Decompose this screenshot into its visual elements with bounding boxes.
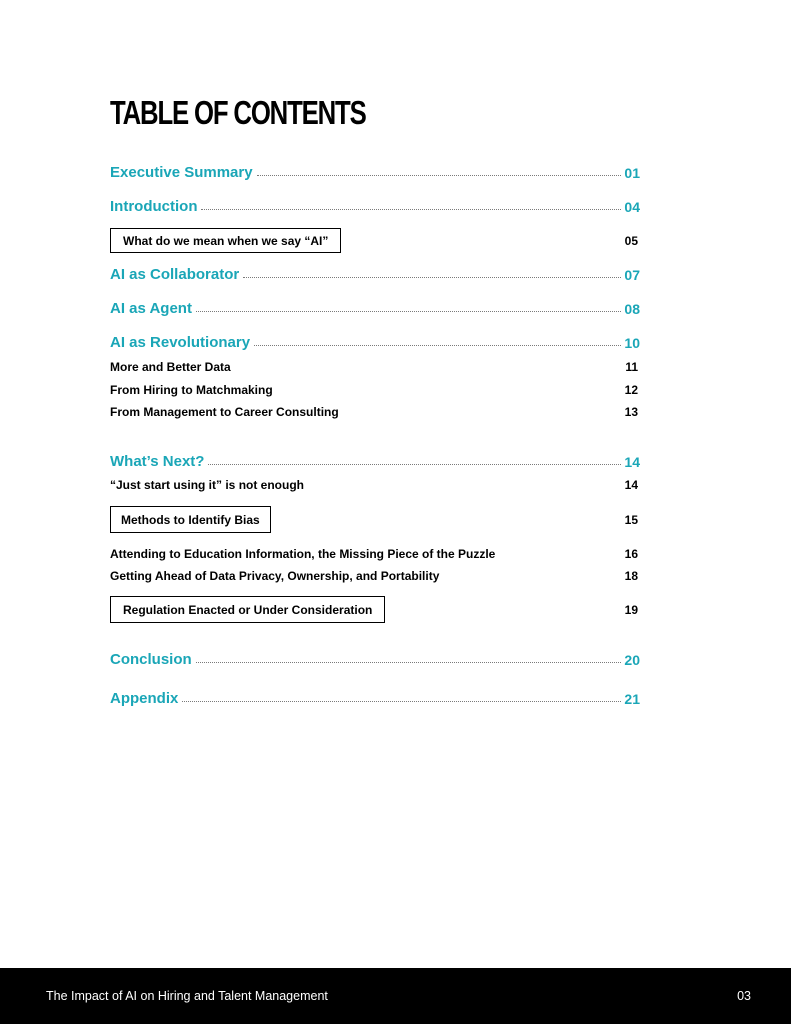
toc-label: AI as Collaborator [110, 266, 240, 283]
toc-entry-hiring-matchmaking[interactable] [110, 383, 638, 397]
toc-entry-revolutionary[interactable] [110, 334, 640, 351]
toc-label: Introduction [110, 198, 198, 215]
toc-entry-collaborator[interactable] [110, 266, 640, 283]
toc-page: 13 [624, 405, 638, 419]
toc-label: AI as Revolutionary [110, 334, 251, 351]
dot-leader [196, 661, 622, 663]
toc-label: “Just start using it” is not enough [110, 478, 305, 492]
toc-entry-more-data[interactable] [110, 360, 638, 374]
toc-page: 14 [624, 478, 638, 492]
toc-page: 08 [624, 301, 640, 317]
toc-boxed-label: Methods to Identify Bias [110, 506, 271, 533]
toc-entry-executive-summary[interactable] [110, 164, 640, 181]
toc-page: 14 [624, 454, 640, 470]
toc-label: From Hiring to Matchmaking [110, 383, 273, 397]
page-footer [0, 968, 791, 1024]
toc-entry-what-ai[interactable] [110, 228, 638, 253]
toc-page: 05 [624, 233, 638, 248]
footer-page-number: 03 [737, 989, 751, 1003]
toc-page: 21 [624, 691, 640, 707]
dot-leader [254, 344, 621, 346]
toc-label: What’s Next? [110, 453, 205, 470]
toc-label: More and Better Data [110, 360, 231, 374]
toc-entry-just-start[interactable] [110, 478, 638, 492]
toc-label: Conclusion [110, 651, 192, 668]
dot-leader [196, 310, 621, 312]
toc-label: From Management to Career Consulting [110, 405, 339, 419]
toc-entry-management-consulting[interactable] [110, 405, 638, 419]
toc-entry-methods-bias[interactable] [110, 506, 638, 533]
toc-label: Executive Summary [110, 164, 253, 181]
toc-entry-education-info[interactable] [110, 547, 638, 561]
dot-leader [201, 208, 621, 210]
toc-page: 10 [624, 335, 640, 351]
toc-page: 20 [624, 652, 640, 668]
toc-entry-appendix[interactable] [110, 690, 640, 707]
toc-page: 01 [624, 165, 640, 181]
toc-page: 12 [624, 383, 638, 397]
toc-boxed-label: Regulation Enacted or Under Consideration [110, 596, 385, 623]
toc-entry-conclusion[interactable] [110, 651, 640, 668]
toc-page: 16 [624, 547, 638, 561]
toc-page: 07 [624, 267, 640, 283]
dot-leader [182, 700, 621, 702]
toc-page: 19 [624, 602, 638, 617]
toc-page: 11 [625, 360, 638, 374]
dot-leader [208, 463, 621, 465]
toc-label: Attending to Education Information, the Missing Piece of the Puzzle [110, 547, 496, 561]
toc-entry-data-privacy[interactable] [110, 569, 638, 583]
toc-entry-agent[interactable] [110, 300, 640, 317]
toc-page: 15 [624, 512, 638, 527]
toc-boxed-label: What do we mean when we say “AI” [110, 228, 341, 253]
toc-page: 18 [624, 569, 638, 583]
dot-leader [243, 276, 621, 278]
toc-label: Appendix [110, 690, 179, 707]
toc-entry-regulation[interactable] [110, 596, 638, 623]
dot-leader [257, 174, 622, 176]
toc-page: 04 [624, 199, 640, 215]
toc-label: Getting Ahead of Data Privacy, Ownership, and Portability [110, 569, 440, 583]
footer-title: The Impact of AI on Hiring and Talent Management [46, 989, 328, 1003]
toc-label: AI as Agent [110, 300, 192, 317]
toc-entry-introduction[interactable] [110, 198, 640, 215]
page-title: TABLE OF CONTENTS [110, 94, 366, 131]
toc-entry-whats-next[interactable] [110, 453, 640, 470]
